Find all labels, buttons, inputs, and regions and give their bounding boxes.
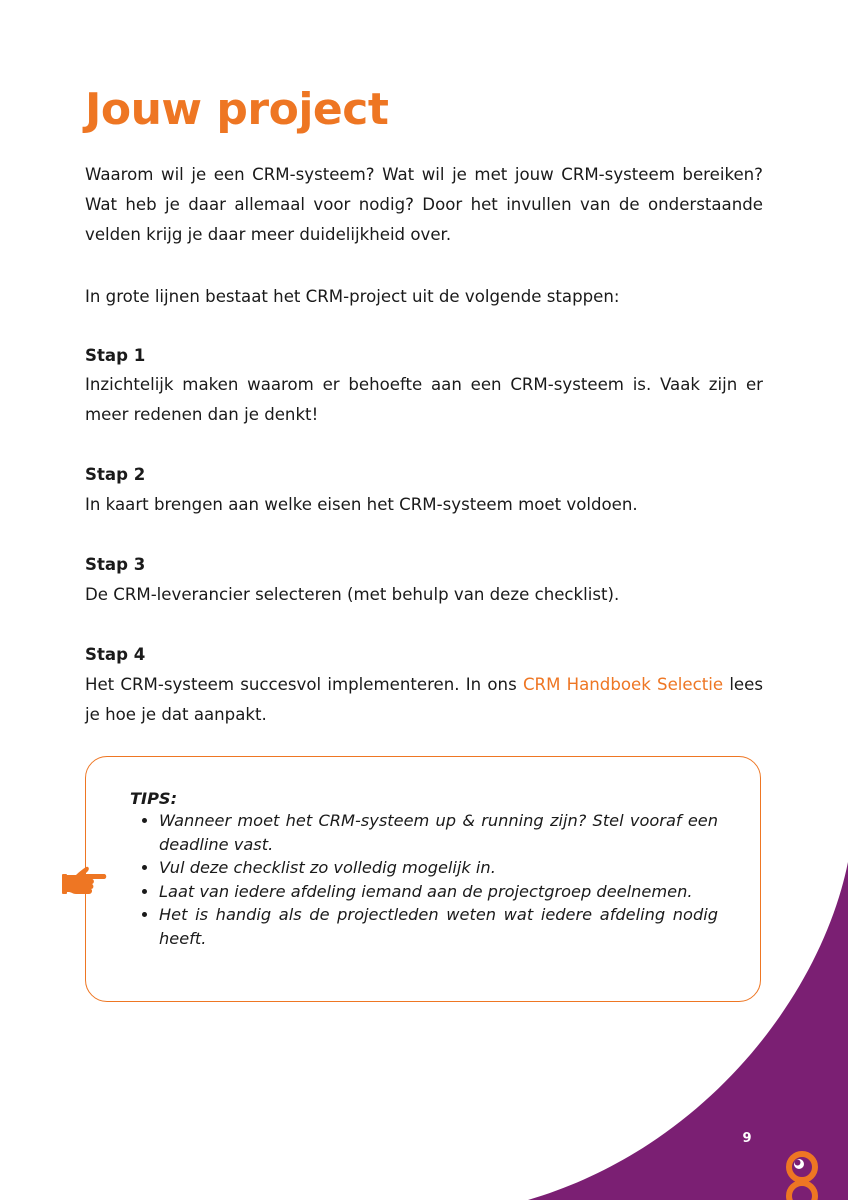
tip-item: • Het is handig als de projectleden weten wat iedere afdeling nodig heeft. <box>159 903 718 950</box>
step-3-text: De CRM-leverancier selecteren (met behulp van deze checklist). <box>85 585 620 604</box>
step-4-text <box>85 670 763 730</box>
step-4-text-start: Het CRM-systeem succesvol implementeren. In ons <box>85 675 517 694</box>
pointing-hand-icon <box>62 864 108 898</box>
step-2-heading: Stap 2 <box>85 465 146 484</box>
step-3-heading: Stap 3 <box>85 555 146 574</box>
step-4-heading: Stap 4 <box>85 645 146 664</box>
step-2-text: In kaart brengen aan welke eisen het CRM-systeem moet voldoen. <box>85 495 638 514</box>
tip-item: • Laat van iedere afdeling iemand aan de projectgroep deelnemen. <box>159 880 718 904</box>
steps-lead-text: In grote lijnen bestaat het CRM-project uit de volgende stappen: <box>85 287 620 306</box>
tips-title: TIPS: <box>130 789 178 808</box>
step-1-heading: Stap 1 <box>85 346 146 365</box>
tips-box <box>85 756 761 1002</box>
page-number: 9 <box>742 1131 752 1146</box>
tip-item: • Wanneer moet het CRM-systeem up & running zijn? Stel vooraf een deadline vast. <box>159 809 718 856</box>
brand-logo-icon <box>782 1150 822 1200</box>
tip-item: • Vul deze checklist zo volledig mogelijk in. <box>159 856 718 880</box>
crm-handboek-link[interactable]: CRM Handboek Selectie <box>522 675 724 694</box>
step-4-text-end: lees je hoe je dat aanpakt. <box>85 675 763 724</box>
step-1-text: Inzichtelijk maken waarom er behoefte aan een CRM-systeem is. Vaak zijn er meer redenen dan je denkt! <box>85 375 763 424</box>
page-title: Jouw project <box>85 84 389 135</box>
intro-paragraph: Waarom wil je een CRM-systeem? Wat wil je met jouw CRM-systeem bereiken? Wat heb je daar allemaal voor nodig? Door het invullen van de onderstaande velden krijg je daar meer duidelijkheid over. <box>85 165 763 244</box>
tips-list <box>130 809 718 950</box>
